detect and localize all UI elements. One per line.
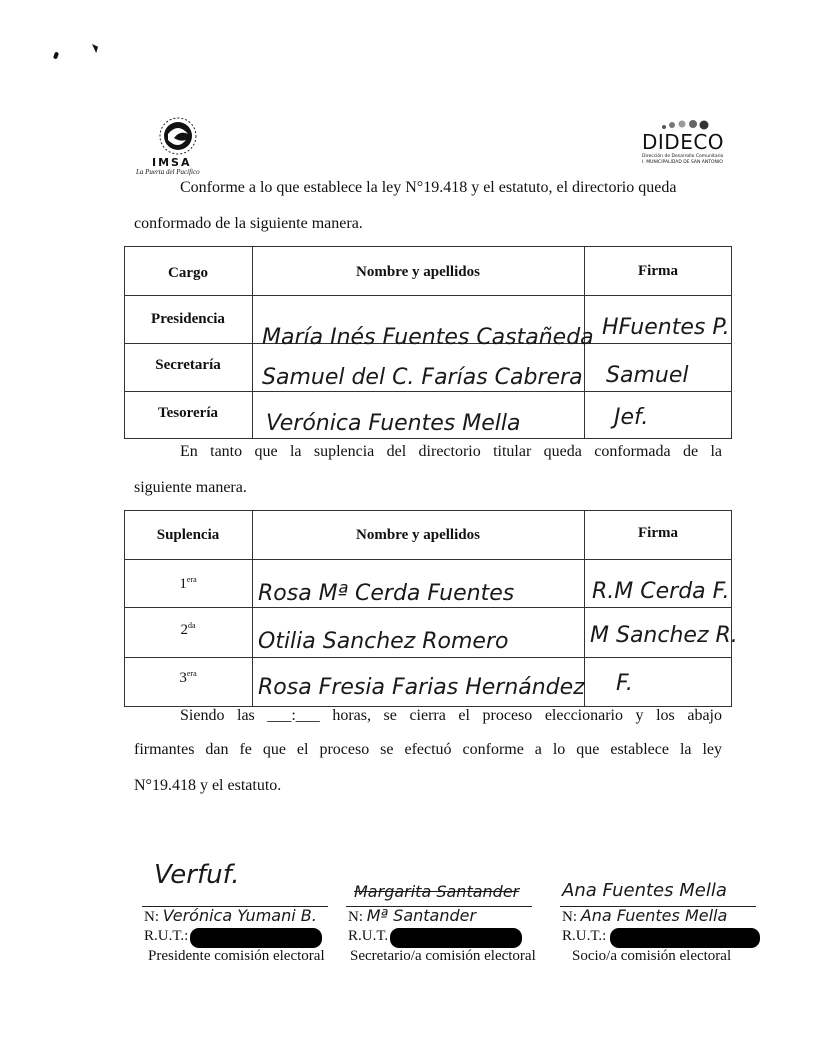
imsa-logo-tagline: La Puerta del Pacífico — [136, 168, 200, 176]
signature-line-secretary — [346, 906, 532, 907]
secretary-n-value: Mª Santander — [366, 906, 477, 925]
dideco-logo — [640, 118, 740, 168]
signature-president: Verfuf. — [154, 860, 240, 890]
nombre-suplencia-1: Rosa Mª Cerda Fuentes — [258, 581, 515, 606]
header-firma: Firma — [638, 263, 678, 279]
imsa-logo — [136, 112, 220, 176]
firma-suplencia-1: R.M Cerda F. — [592, 579, 730, 604]
suplencia-intro-line-1 — [180, 444, 722, 460]
president-n-value: Verónica Yumani B. — [162, 906, 317, 925]
nombre-suplencia-2: Otilia Sanchez Romero — [258, 629, 509, 654]
president-rut-label: R.U.T.: — [144, 928, 189, 944]
nombre-tesoreria: Verónica Fuentes Mella — [266, 411, 521, 436]
secretary-name-line — [348, 906, 476, 926]
header-suplencia: Suplencia — [156, 527, 220, 543]
signature-line-president — [142, 906, 328, 907]
closing-text-2: firmantes dan fe que el proceso se efectuó conforme a lo que establece la ley — [134, 741, 722, 758]
suplencia-intro-line-2: siguiente manera. — [134, 479, 247, 496]
intro-line-1: Conforme a lo que establece la ley N°19.418 y el estatuto, el directorio queda — [180, 179, 677, 196]
member-rut-label: R.U.T.: — [562, 928, 607, 944]
member-name-line — [562, 906, 727, 926]
signature-block-president — [140, 840, 340, 970]
suplencia-num-3-suffix: era — [186, 669, 197, 678]
suplencia-num-3-value: 3 — [179, 670, 187, 686]
president-name-line — [144, 906, 317, 926]
dideco-logo-name: DIDECO — [642, 130, 725, 154]
header-nombre-suplencia: Nombre y apellidos — [356, 527, 480, 543]
firma-presidencia: HFuentes P. — [602, 315, 730, 340]
president-rut-redaction — [190, 928, 322, 948]
suplencia-num-1 — [124, 575, 252, 593]
imsa-emblem-icon — [140, 112, 220, 160]
president-role: Presidente comisión electoral — [148, 948, 325, 964]
suplencia-num-2-value: 2 — [180, 622, 188, 638]
firma-suplencia-2: M Sanchez R. — [590, 623, 738, 648]
signature-block-member — [556, 840, 766, 970]
scan-speck — [53, 52, 59, 60]
signature-block-secretary — [340, 840, 550, 970]
secretary-n-label: N: — [348, 909, 363, 925]
secretary-role: Secretario/a comisión electoral — [350, 948, 536, 964]
nombre-suplencia-3: Rosa Fresia Farias Hernández — [258, 675, 585, 700]
closing-text-1: Siendo las ___:___ horas, se cierra el proceso eleccionario y los abajo — [180, 707, 722, 724]
suplencia-table — [124, 510, 738, 707]
member-role: Socio/a comisión electoral — [572, 948, 732, 964]
firma-secretaria: Samuel — [606, 363, 689, 388]
signature-secretary: Margarita Santander — [354, 882, 520, 901]
dideco-logo-sub2: I. MUNICIPALIDAD DE SAN ANTONIO — [642, 160, 723, 165]
firma-suplencia-3: F. — [616, 671, 633, 696]
closing-line-2 — [134, 742, 722, 758]
cargo-secretaria: Secretaría — [155, 357, 221, 373]
header-cargo: Cargo — [168, 265, 208, 281]
member-n-label: N: — [562, 909, 577, 925]
nombre-secretaria: Samuel del C. Farías Cabrera — [262, 365, 583, 390]
member-n-value: Ana Fuentes Mella — [580, 906, 728, 925]
suplencia-num-2 — [124, 621, 252, 639]
dideco-logo-sub1: Dirección de Desarrollo Comunitario — [642, 154, 724, 159]
header-nombre: Nombre y apellidos — [356, 264, 480, 280]
suplencia-num-1-suffix: era — [186, 575, 197, 584]
signature-line-member — [560, 906, 756, 907]
suplencia-intro-text-1: En tanto que la suplencia del directorio titular queda conformada de la — [180, 443, 722, 460]
header-firma-suplencia: Firma — [638, 525, 678, 541]
suplencia-num-2-suffix: da — [187, 621, 196, 630]
scan-speck — [92, 44, 98, 53]
closing-line-1 — [180, 708, 722, 724]
intro-line-2: conformado de la siguiente manera. — [134, 215, 363, 232]
suplencia-num-3 — [124, 669, 252, 687]
closing-line-3: N°19.418 y el estatuto. — [134, 777, 282, 794]
firma-tesoreria: Jef. — [614, 405, 649, 430]
cargo-presidencia: Presidencia — [151, 311, 225, 327]
signature-member: Ana Fuentes Mella — [562, 880, 727, 901]
imsa-logo-name: IMSA — [152, 156, 192, 169]
secretary-rut-label: R.U.T. — [348, 928, 389, 944]
nombre-presidencia: María Inés Fuentes Castañeda — [262, 325, 594, 350]
secretary-rut-redaction — [390, 928, 522, 948]
directorio-table — [124, 246, 732, 439]
president-n-label: N: — [144, 909, 159, 925]
member-rut-redaction — [610, 928, 760, 948]
cargo-tesoreria: Tesorería — [158, 405, 218, 421]
suplencia-num-1-value: 1 — [179, 576, 187, 592]
